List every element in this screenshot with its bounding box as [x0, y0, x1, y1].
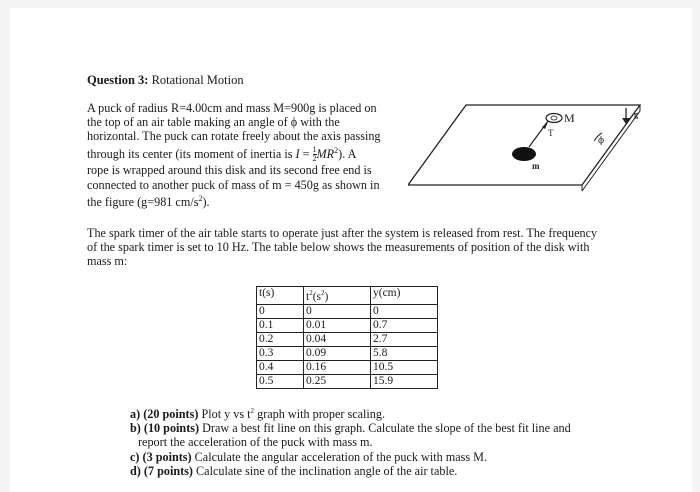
cell-t: 0	[257, 304, 304, 318]
document-sheet	[10, 8, 692, 492]
puck-M-label: M	[564, 111, 575, 125]
cell-t2: 0	[304, 304, 371, 318]
puck-m-icon	[512, 147, 536, 161]
part-a-text-end: graph with proper scaling.	[257, 407, 386, 422]
table-row	[257, 374, 438, 388]
inertia-formula: I	[295, 146, 300, 161]
cell-t: 0.4	[257, 360, 304, 374]
statement-line: the figure (g=981 $cm/s^2$).	[87, 193, 210, 209]
statement-line: rope is wrapped around this disk and its second free end is	[87, 163, 372, 178]
cell-t2: 0.09	[304, 346, 371, 360]
cell-t: 0.2	[257, 332, 304, 346]
table-row	[257, 332, 438, 346]
angle-phi-label: ϕ	[598, 136, 605, 146]
half-fraction: $\frac{1}{2}$	[312, 145, 317, 164]
table-row	[257, 360, 438, 374]
cell-y: 15.9	[371, 374, 438, 388]
part-b-continued: report the acceleration of the puck with mass m.	[138, 435, 373, 450]
header-t-squared-text: t	[306, 290, 310, 303]
puck-M-axle	[551, 116, 557, 120]
part-b-points: b) (10 points)	[130, 421, 200, 436]
statement-line: through its center (its moment of inertia is I = $\frac{1}{2}$ $MR^2$). A	[87, 145, 357, 164]
statement-line: A puck of radius R=4.00cm and mass M=900g is placed on	[87, 101, 377, 115]
cell-t2: 0.25	[304, 374, 371, 388]
statement-line-text: through its center (its moment of inertia is	[87, 146, 293, 161]
spark-timer-paragraph	[87, 226, 627, 269]
table-row	[257, 318, 438, 332]
tension-label: T	[548, 128, 554, 138]
part-c	[130, 450, 610, 464]
part-d-text: Calculate sine of the inclination angle of the air table.	[196, 463, 458, 478]
problem-statement	[87, 101, 405, 209]
header-t-squared: $t^2(s^2)$	[304, 287, 371, 305]
cell-t: 0.5	[257, 374, 304, 388]
paragraph-line: mass m:	[87, 254, 128, 269]
paragraph-line: The spark timer of the air table starts to operate just after the system is released from rest. The frequency	[87, 226, 598, 240]
puck-M-icon	[546, 114, 562, 123]
statement-line-text: the figure (g=981 cm/s	[87, 194, 199, 209]
air-table-figure	[408, 103, 678, 195]
table-header-row	[257, 287, 438, 305]
cell-y: 0	[371, 304, 438, 318]
header-y: y(cm)	[371, 287, 438, 305]
part-d-points: d) (7 points)	[130, 463, 193, 478]
part-d	[130, 464, 610, 478]
part-b	[130, 421, 610, 435]
cell-t: 0.3	[257, 346, 304, 360]
statement-line: connected to another puck of mass of m = 450g as shown in	[87, 177, 380, 192]
part-a-points: a) (20 points)	[130, 407, 199, 422]
gravity-label: g	[634, 110, 638, 119]
part-c-points: c) (3 points)	[130, 449, 192, 464]
table-edge	[582, 111, 640, 191]
question-title	[87, 73, 244, 87]
cell-y: 0.7	[371, 318, 438, 332]
part-b-text: Draw a best fit line on this graph. Calculate the slope of the best fit line and	[202, 421, 571, 436]
part-a: a) (20 points) Plot y vs $t^2$ graph with proper scaling.	[130, 407, 386, 422]
part-c-text: Calculate the angular acceleration of the puck with mass M.	[194, 449, 488, 464]
question-number: Question 3:	[87, 73, 149, 87]
statement-line: horizontal. The puck can rotate freely about the axis passing	[87, 129, 381, 144]
header-t: t(s)	[257, 287, 304, 305]
cell-t2: 0.16	[304, 360, 371, 374]
question-parts	[130, 404, 610, 478]
statement-line: the top of an air table making an angle of ϕ with the	[87, 115, 340, 130]
measurement-table	[256, 286, 438, 389]
part-a-text: Plot y vs t	[201, 407, 251, 422]
puck-m-label: m	[532, 161, 540, 171]
cell-y: 10.5	[371, 360, 438, 374]
cell-t2: 0.01	[304, 318, 371, 332]
table-row	[257, 346, 438, 360]
cell-y: 5.8	[371, 346, 438, 360]
cell-y: 2.7	[371, 332, 438, 346]
air-table-outline	[408, 105, 640, 185]
cell-t: 0.1	[257, 318, 304, 332]
table-row	[257, 304, 438, 318]
cell-t2: 0.04	[304, 332, 371, 346]
paragraph-line: of the spark timer is set to 10 Hz. The table below shows the measurements of position of the disk with	[87, 240, 590, 255]
question-topic: Rotational Motion	[151, 73, 244, 87]
